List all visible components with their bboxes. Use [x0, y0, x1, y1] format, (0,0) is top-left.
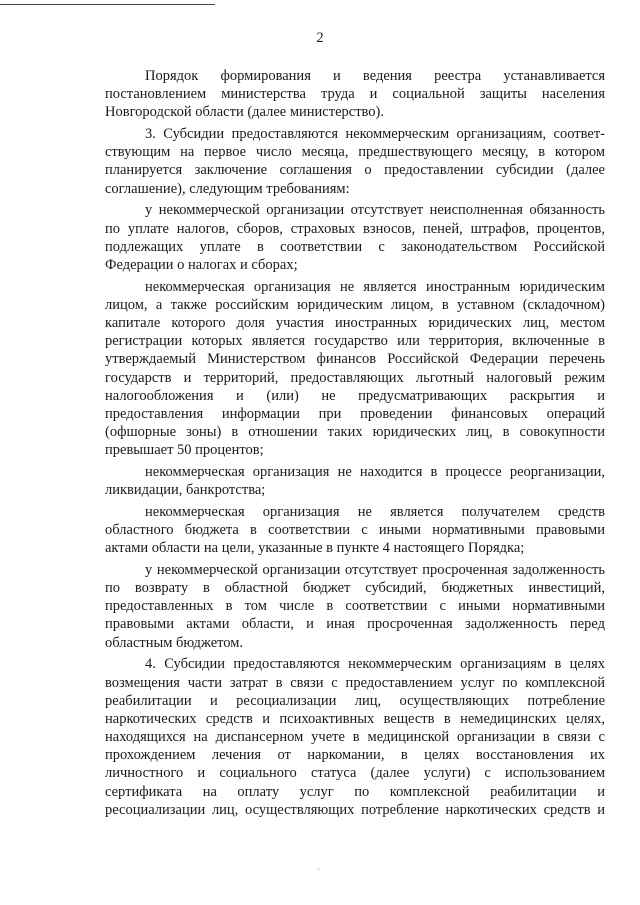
text-line: возмещения части затрат в связи с предоставлением услуг по комплексной	[105, 674, 605, 691]
text-line: областным бюджетом.	[105, 634, 244, 651]
text-line: некоммерческая организация не является иностранным юридическим	[145, 278, 605, 295]
text-line: по возврату в областной бюджет субсидий, бюджетных инвестиций,	[105, 580, 605, 597]
text-line: Новгородской области (далее министерство).	[105, 104, 384, 121]
paragraph	[105, 463, 605, 499]
top-rule	[0, 4, 215, 5]
text-line: предоставленных в том числе в соответствии с иными нормативными	[105, 598, 605, 615]
text-line: Федерации о налогах и сборах;	[105, 256, 298, 273]
text-line: ресоциализации лиц, осуществляющих потребление наркотических средств и	[105, 801, 605, 818]
text-line: превышает 50 процентов;	[105, 442, 264, 459]
text-line: постановлением министерства труда и социальной защиты населения	[105, 86, 605, 103]
text-line: соглашение), следующим требованиям:	[105, 180, 350, 197]
text-line: лицом, а также российским юридическим лицом, в уставном (складочном)	[105, 296, 605, 313]
page-number: 2	[316, 30, 324, 46]
paragraph	[105, 201, 605, 274]
text-line: у некоммерческой организации отсутствует просроченная задолженность	[145, 561, 605, 578]
text-line: предоставления информации при проведении финансовых операций	[105, 405, 605, 422]
paragraph	[105, 503, 605, 558]
text-line: 3. Субсидии предоставляются некоммерческим организациям, соответ-	[145, 126, 605, 143]
scan-mark: '	[318, 867, 320, 877]
paragraph	[105, 125, 605, 198]
paragraph	[105, 278, 605, 460]
text-line: реабилитации и ресоциализации лиц, осуществляющих потребление	[105, 692, 605, 709]
text-line: ликвидации, банкротства;	[105, 482, 266, 499]
text-line: государств и территорий, предоставляющих льготный налоговый режим	[105, 369, 605, 386]
text-line: регистрации которых является государство или территория, включенные в	[105, 333, 605, 350]
text-line: утверждаемый Министерством финансов Российской Федерации перечень	[105, 351, 605, 368]
text-line: (офшорные зоны) в отношении таких юридических лиц, в совокупности	[105, 424, 605, 441]
text-line: по уплате налогов, сборов, страховых взносов, пеней, штрафов, процентов,	[105, 220, 605, 237]
text-line: областного бюджета в соответствии с иными нормативными правовыми	[105, 522, 605, 538]
text-line: правовыми актами области, и иная просроченная задолженность перед	[105, 616, 605, 633]
text-line: наркотических средств и психоактивных веществ в немедицинских целях,	[105, 710, 605, 727]
text-line: подлежащих уплате в соответствии с законодательством Российской	[105, 238, 605, 255]
text-line: сертификата на оплату услуг по комплексной реабилитации и	[105, 783, 605, 800]
document-body	[105, 67, 605, 819]
paragraph	[105, 561, 605, 652]
paragraph	[105, 67, 605, 122]
text-line: некоммерческая организация не является получателем средств	[145, 503, 605, 520]
text-line: Порядок формирования и ведения реестра устанавливается	[145, 68, 605, 84]
text-line: некоммерческая организация не находится в процессе реорганизации,	[145, 463, 605, 480]
text-line: планируется заключение соглашения о предоставлении субсидии (далее	[105, 162, 605, 179]
text-line: находящихся на диспансерном учете в медицинской организации в связи с	[105, 729, 605, 746]
text-line: личностного и социального статуса (далее услуги) с использованием	[105, 765, 605, 782]
text-line: актами области на цели, указанные в пункте 4 настоящего Порядка;	[105, 540, 525, 557]
text-line: 4. Субсидии предоставляются некоммерческим организациям в целях	[145, 656, 605, 673]
text-line: у некоммерческой организации отсутствует неисполненная обязанность	[145, 202, 605, 219]
text-line: капитале которого доля участия иностранных юридических лиц, местом	[105, 314, 605, 331]
paragraph	[105, 655, 605, 819]
text-line: налогообложения и (или) не предусматривающих раскрытия и	[105, 387, 605, 404]
text-line: прохождением лечения от наркомании, в целях восстановления их	[105, 747, 605, 764]
text-line: ствующим на первое число месяца, предшествующего месяцу, в котором	[105, 144, 605, 161]
